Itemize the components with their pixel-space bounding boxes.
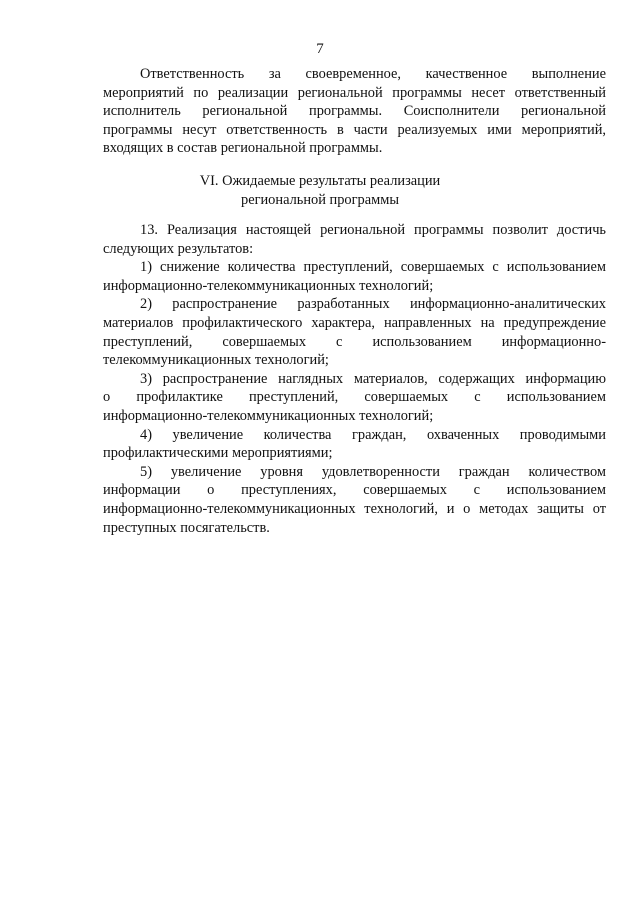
section-heading-line: VI. Ожидаемые результаты реализации xyxy=(199,173,441,189)
expected-results-list xyxy=(103,221,606,537)
text-line: мероприятий по реализации региональной программы несет ответственный xyxy=(103,84,606,101)
result-item-5-line: информации о преступлениях, совершаемых с использованием xyxy=(103,482,606,499)
result-item-4-line: профилактическими мероприятиями; xyxy=(103,445,333,462)
result-item-2-line: преступлений, совершаемых с использованием информационно- xyxy=(103,333,606,350)
result-item-2-line: 2) распространение разработанных информационно-аналитических xyxy=(140,296,606,313)
result-item-5-line: преступных посягательств. xyxy=(103,519,270,536)
result-item-3-line: информационно-телекоммуникационных технологий; xyxy=(103,407,434,424)
section-heading-line: региональной программы xyxy=(241,191,399,208)
text-line: программы несут ответственность в части реализуемых ими мероприятий, xyxy=(103,121,606,138)
result-item-1-line: информационно-телекоммуникационных технологий; xyxy=(103,277,434,294)
text-line: Ответственность за своевременное, качественное выполнение xyxy=(140,66,606,82)
result-item-1-line: 1) снижение количества преступлений, совершаемых с использованием xyxy=(140,259,606,276)
result-item-5-line: 5) увеличение уровня удовлетворенности граждан количеством xyxy=(140,463,606,480)
text-line: исполнитель региональной программы. Соисполнители региональной xyxy=(103,103,606,120)
result-item-3-line: 3) распространение наглядных материалов, содержащих информацию xyxy=(140,370,606,387)
responsibility-paragraph xyxy=(103,65,606,158)
section-heading xyxy=(0,172,640,209)
paragraph-13-line: 13. Реализация настоящей региональной программы позволит достичь xyxy=(140,222,606,238)
result-item-5-line: информационно-телекоммуникационных технологий, и о методах защиты от xyxy=(103,500,606,517)
result-item-2-line: материалов профилактического характера, направленных на предупреждение xyxy=(103,314,606,331)
paragraph-13-line: следующих результатов: xyxy=(103,240,254,257)
result-item-4-line: 4) увеличение количества граждан, охваченных проводимыми xyxy=(140,426,606,443)
page-number: 7 xyxy=(316,41,324,57)
text-line: входящих в состав региональной программы. xyxy=(103,140,383,157)
result-item-2-line: телекоммуникационных технологий; xyxy=(103,352,329,369)
result-item-3-line: о профилактике преступлений, совершаемых с использованием xyxy=(103,389,606,406)
